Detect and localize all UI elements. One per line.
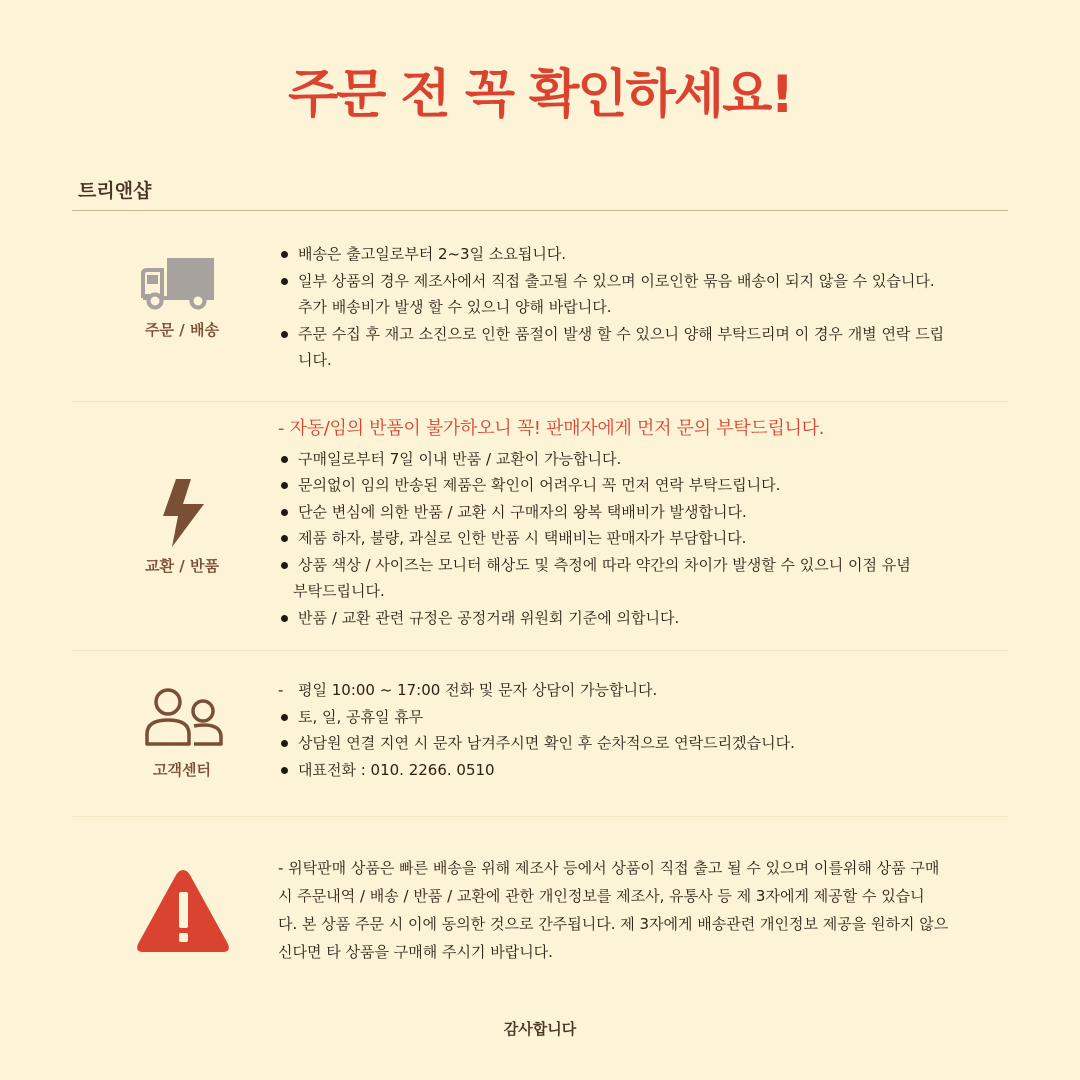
section-label-shipping: 주문 / 배송 xyxy=(145,321,219,339)
footer-thanks: 감사합니다 xyxy=(503,1020,577,1038)
list-item: - 평일 10:00 ~ 17:00 전화 및 문자 상담이 가능합니다. xyxy=(278,677,1008,704)
brand-name: 트리앤샵 xyxy=(78,180,152,202)
section-divider xyxy=(72,816,1008,817)
list-item: 대표전화 : 010. 2266. 0510 xyxy=(278,757,1008,784)
list-item: 구매일로부터 7일 이내 반품 / 교환이 가능합니다. xyxy=(278,446,1008,473)
privacy-notice xyxy=(278,854,1008,966)
truck-icon xyxy=(140,256,216,314)
shipping-details xyxy=(278,241,1008,374)
lightning-icon xyxy=(162,478,206,552)
list-item: 상담원 연결 지연 시 문자 남겨주시면 확인 후 순차적으로 연락드리겠습니다. xyxy=(278,730,1008,757)
section-divider xyxy=(72,650,1008,651)
notice-line: - 위탁판매 상품은 빠른 배송을 위해 제조사 등에서 상품이 직접 출고 될 수 있으며 이를위해 상품 구매 xyxy=(278,859,940,877)
list-item: 상품 색상 / 사이즈는 모니터 해상도 및 측정에 따라 약간의 차이가 발생할 수 있으니 이점 유념 xyxy=(278,552,1008,579)
warning-triangle-icon xyxy=(135,866,231,960)
list-item: 배송은 출고일로부터 2~3일 소요됩니다. xyxy=(278,241,1008,268)
header-divider xyxy=(72,210,1008,211)
notice-line: 다. 본 상품 주문 시 이에 동의한 것으로 간주됩니다. 제 3자에게 배송관련 개인정보 제공을 원하지 않으 xyxy=(278,915,949,933)
list-item: 니다. xyxy=(298,351,332,369)
notice-line: 신다면 타 상품을 구매해 주시기 바랍니다. xyxy=(278,943,553,961)
list-item: 반품 / 교환 관련 규정은 공정거래 위원회 기준에 의합니다. xyxy=(278,605,1008,632)
list-item: 일부 상품의 경우 제조사에서 직접 출고될 수 있으며 이로인한 묶음 배송이 되지 않을 수 있습니다. xyxy=(278,268,1008,295)
exchange-details xyxy=(278,416,1008,631)
list-item: 제품 하자, 불량, 과실로 인한 반품 시 택배비는 판매자가 부담합니다. xyxy=(278,525,1008,552)
section-divider xyxy=(72,401,1008,402)
page-title: 주문 전 꼭 확인하세요! xyxy=(287,65,793,125)
list-item: 주문 수집 후 재고 소진으로 인한 품절이 발생 할 수 있으니 양해 부탁드리며 이 경우 개별 연락 드립 xyxy=(278,321,1008,348)
list-item: 부탁드립니다. xyxy=(293,582,385,600)
list-item: 추가 배송비가 발생 할 수 있으니 양해 바랍니다. xyxy=(298,298,612,316)
people-icon xyxy=(144,686,224,752)
section-label-support: 고객센터 xyxy=(153,761,211,779)
exchange-warning: - 자동/임의 반품이 불가하오니 꼭! 판매자에게 먼저 문의 부탁드립니다. xyxy=(278,418,825,439)
notice-line: 시 주문내역 / 배송 / 반품 / 교환에 관한 개인정보를 제조사, 유통사 등 제 3자에게 제공할 수 있습니 xyxy=(278,887,925,905)
list-item: 단순 변심에 의한 반품 / 교환 시 구매자의 왕복 택배비가 발생합니다. xyxy=(278,499,1008,526)
list-item: 토, 일, 공휴일 휴무 xyxy=(278,704,1008,731)
section-label-exchange: 교환 / 반품 xyxy=(145,557,219,575)
support-details xyxy=(278,677,1008,783)
list-item: 문의없이 임의 반송된 제품은 확인이 어려우니 꼭 먼저 연락 부탁드립니다. xyxy=(278,472,1008,499)
